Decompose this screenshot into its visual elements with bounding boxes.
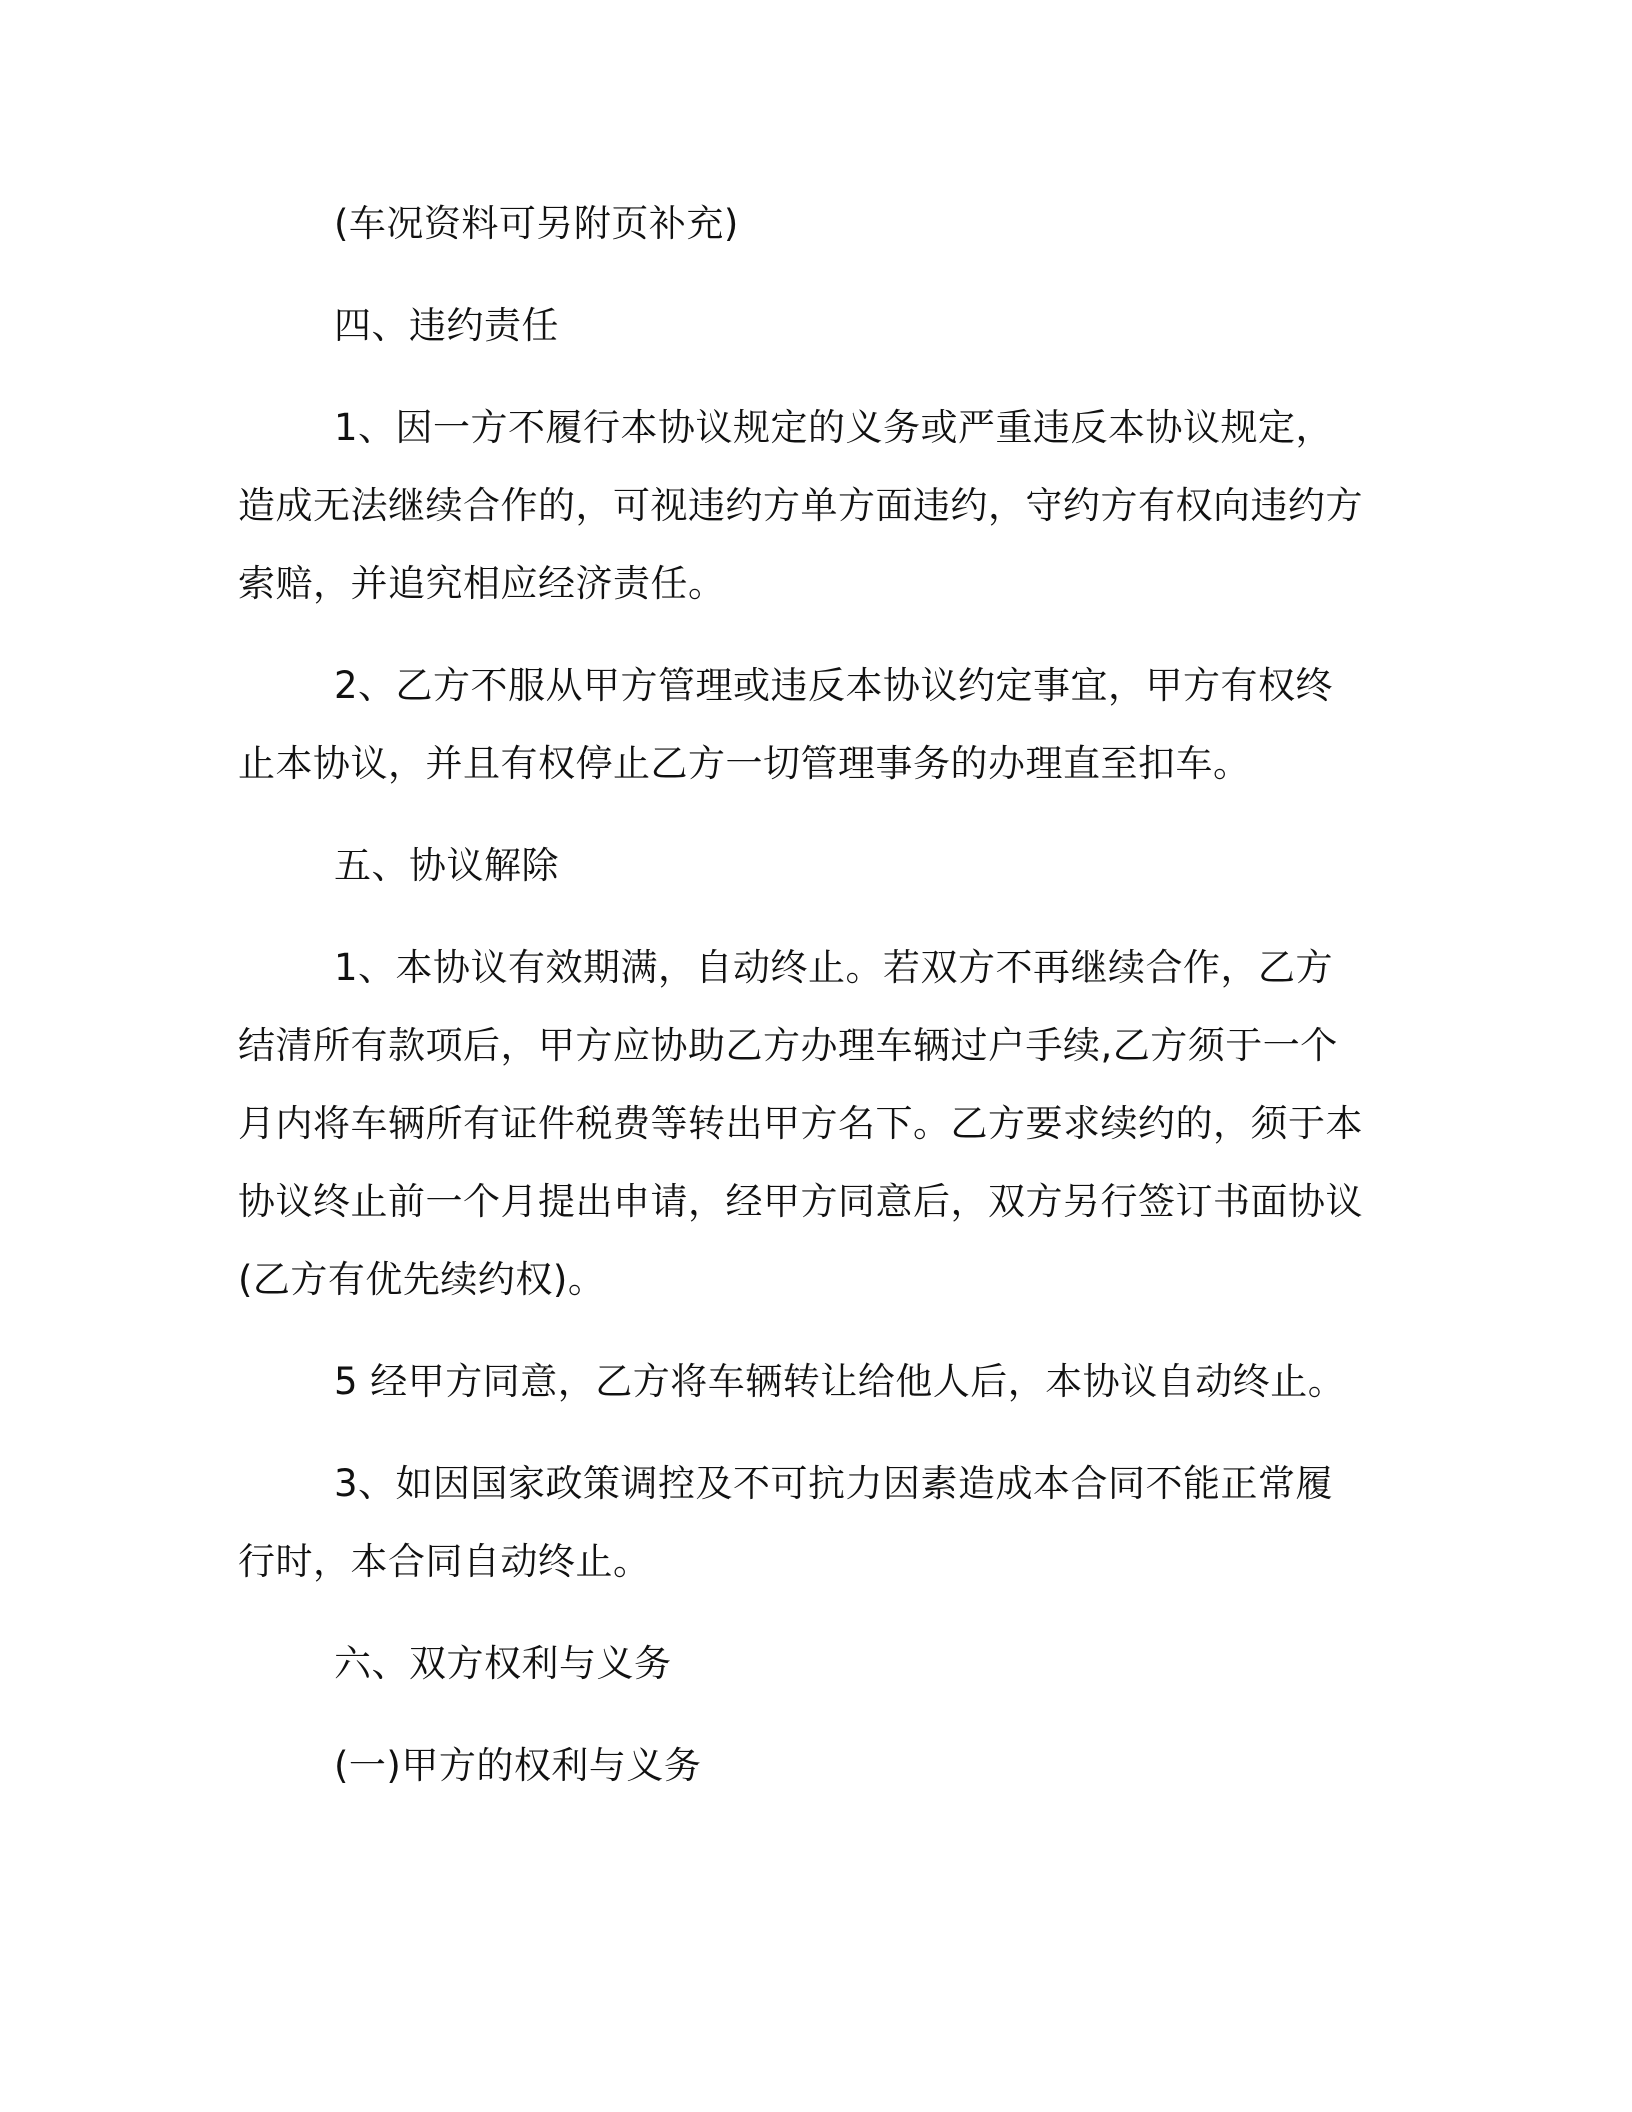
clause-termination-2: 5 经甲方同意，乙方将车辆转让给他人后，本协议自动终止。 — [334, 1360, 1346, 1403]
section-heading-rights: 六、双方权利与义务 — [334, 1642, 672, 1685]
note-vehicle-info: (车况资料可另附页补充) — [334, 202, 739, 245]
clause-termination-3: 3、如因国家政策调控及不可抗力因素造成本合同不能正常履行时，本合同自动终止。 — [238, 1462, 1334, 1583]
subsection-heading-party-a: (一)甲方的权利与义务 — [334, 1744, 702, 1787]
section-heading-termination: 五、协议解除 — [334, 844, 559, 887]
document-body — [238, 185, 1368, 1805]
clause-breach-2: 2、乙方不服从甲方管理或违反本协议约定事宜，甲方有权终止本协议，并且有权停止乙方一切管理事务的办理直至扣车。 — [238, 664, 1334, 785]
clause-termination-1: 1、本协议有效期满，自动终止。若双方不再继续合作，乙方结清所有款项后，甲方应协助乙方办理车辆过户手续,乙方须于一个月内将车辆所有证件税费等转出甲方名下。乙方要求续约的，须于本协议终止前一个月提出申请，经甲方同意后，双方另行签订书面协议(乙方有优先续约权)。 — [238, 946, 1363, 1301]
section-heading-breach: 四、违约责任 — [334, 304, 559, 347]
clause-breach-1: 1、因一方不履行本协议规定的义务或严重违反本协议规定，造成无法继续合作的，可视违约方单方面违约，守约方有权向违约方索赔，并追究相应经济责任。 — [238, 406, 1363, 605]
